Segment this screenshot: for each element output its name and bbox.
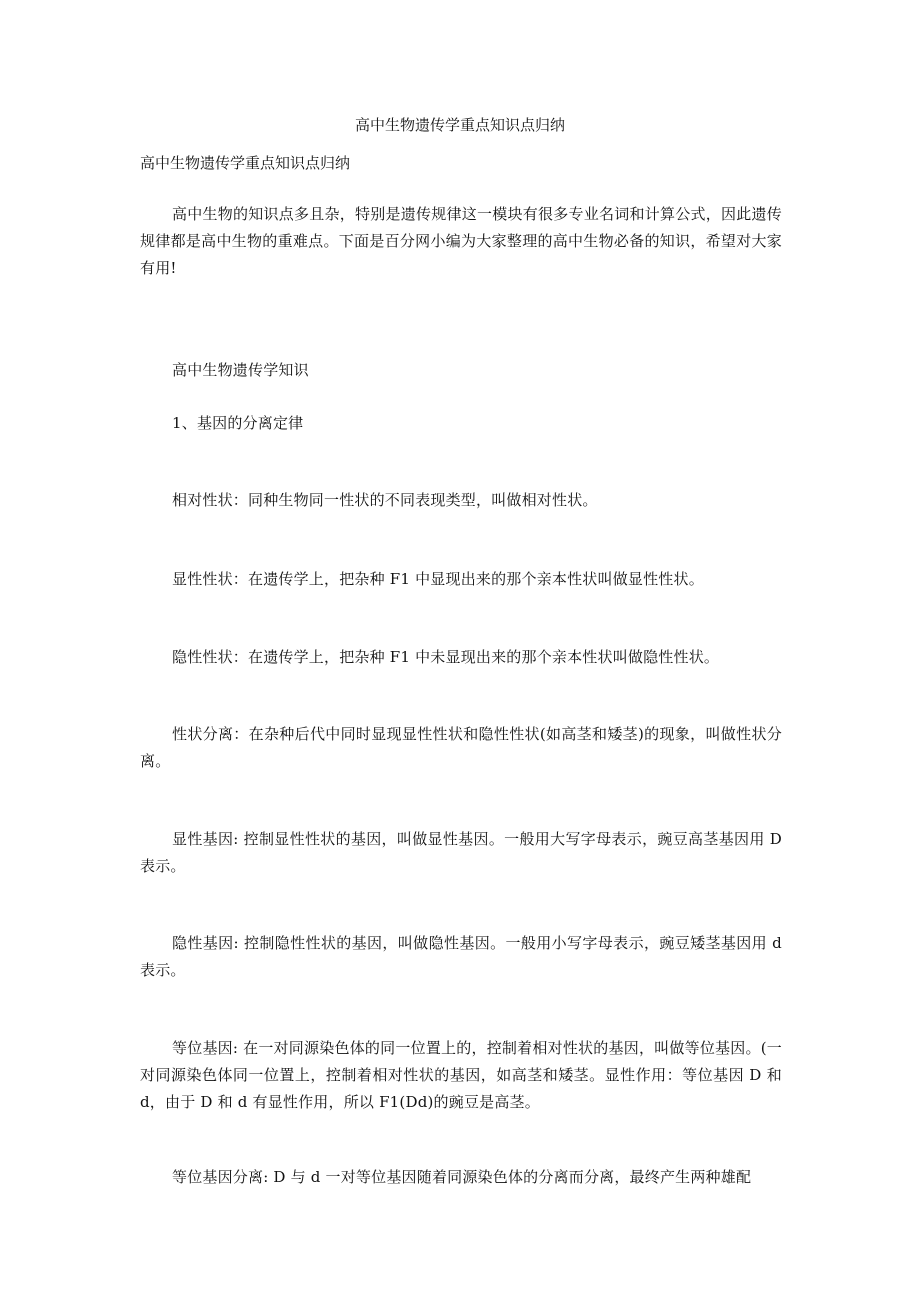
paragraph-trait-segregation: 性状分离：在杂种后代中同时显现显性性状和隐性性状(如高茎和矮茎)的现象，叫做性状分离。 xyxy=(140,725,782,770)
section-heading: 高中生物遗传学知识 xyxy=(172,361,309,379)
intro-paragraph: 高中生物的知识点多且杂，特别是遗传规律这一模块有很多专业名词和计算公式，因此遗传规律都是高中生物的重难点。下面是百分网小编为大家整理的高中生物必备的知识，希望对大家有用! xyxy=(140,205,782,277)
paragraph-recessive-trait: 隐性性状：在遗传学上，把杂种 F1 中未显现出来的那个亲本性状叫做隐性性状。 xyxy=(172,648,720,666)
document-title: 高中生物遗传学重点知识点归纳 xyxy=(354,116,565,134)
paragraph-dominant-trait: 显性性状：在遗传学上，把杂种 F1 中显现出来的那个亲本性状叫做显性性状。 xyxy=(172,570,704,588)
subsection-heading: 1、基因的分离定律 xyxy=(172,414,304,432)
paragraph-dominant-gene: 显性基因: 控制显性性状的基因，叫做显性基因。一般用大写字母表示，豌豆高茎基因用 D 表示。 xyxy=(140,830,782,875)
paragraph-allele: 等位基因: 在一对同源染色体的同一位置上的，控制着相对性状的基因，叫做等位基因。(一对同源染色体同一位置上，控制着相对性状的基因，如高茎和矮茎。显性作用：等位基因 D 和 d，由于 D 和 d 有显性作用，所以 F1(Dd)的豌豆是高茎。 xyxy=(140,1039,782,1111)
paragraph-relative-trait: 相对性状：同种生物同一性状的不同表现类型，叫做相对性状。 xyxy=(172,491,598,509)
document-subtitle: 高中生物遗传学重点知识点归纳 xyxy=(140,154,351,172)
paragraph-recessive-gene: 隐性基因: 控制隐性性状的基因，叫做隐性基因。一般用小写字母表示，豌豆矮茎基因用 d 表示。 xyxy=(140,934,782,979)
paragraph-allele-segregation: 等位基因分离: D 与 d 一对等位基因随着同源染色体的分离而分离，最终产生两种雄配 xyxy=(172,1168,752,1186)
